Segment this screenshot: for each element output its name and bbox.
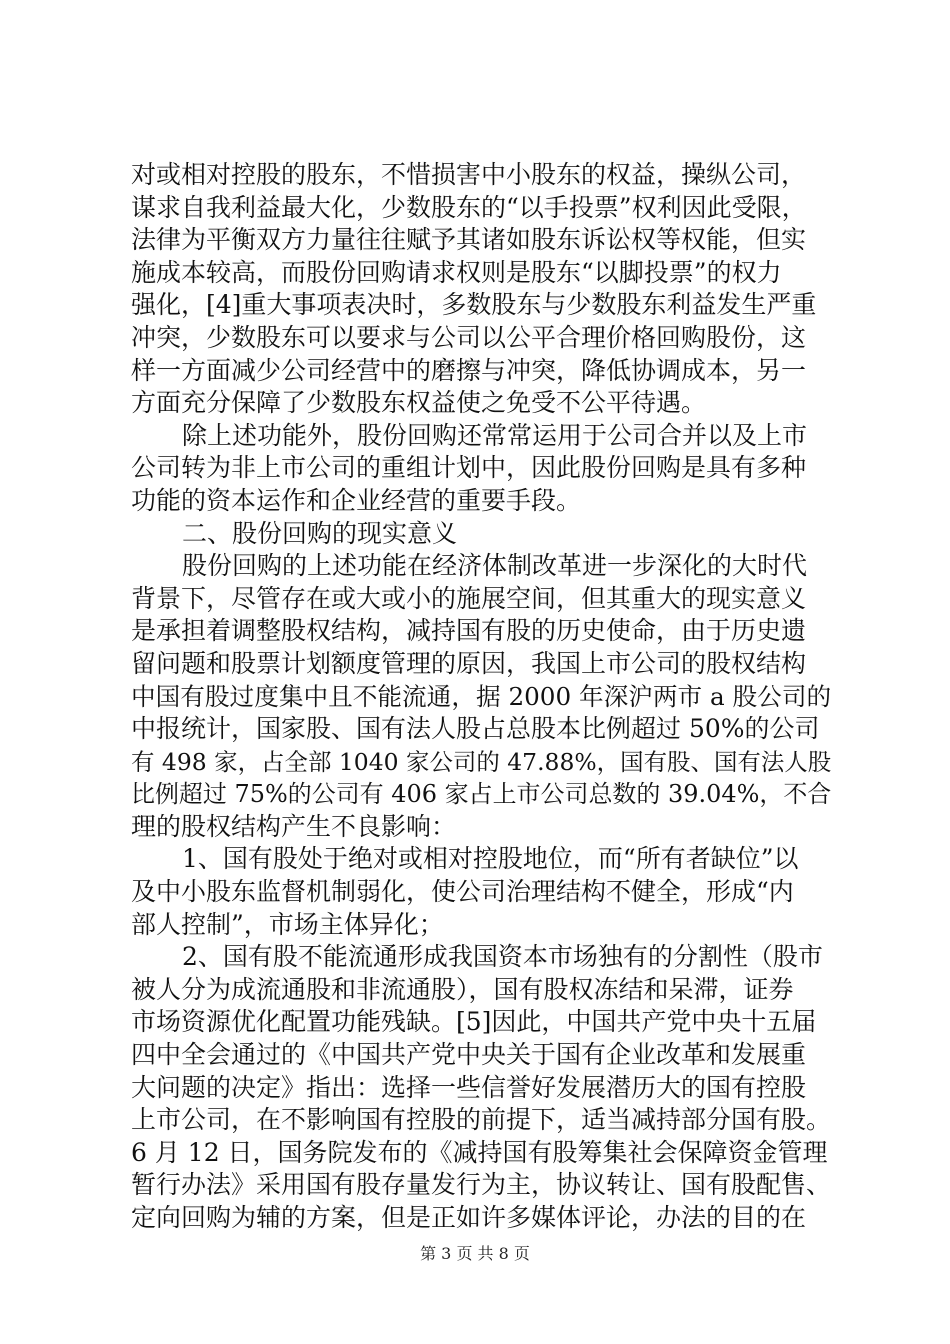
text-line: 理的股权结构产生不良影响：	[131, 811, 457, 841]
page-footer: 第 3 页 共 8 页	[420, 1244, 530, 1263]
text-line: 中国有股过度集中且不能流通，据 2000 年深沪两市 a 股公司的	[131, 681, 832, 711]
body-text	[131, 159, 831, 1235]
text-line: 谋求自我利益最大化，少数股东的“以手投票”权利因此受限，	[131, 192, 807, 222]
text-line: 除上述功能外，股份回购还常常运用于公司合并以及上市	[182, 420, 808, 450]
text-line: 暂行办法》采用国有股存量发行为主，协议转让、国有股配售、	[131, 1170, 832, 1200]
text-line: 背景下，尽管存在或大或小的施展空间，但其重大的现实意义	[131, 583, 807, 613]
text-line: 二、股份回购的现实意义	[182, 518, 458, 548]
text-line: 功能的资本运作和企业经营的重要手段。	[131, 485, 582, 515]
text-line: 留问题和股票计划额度管理的原因，我国上市公司的股权结构	[131, 648, 807, 678]
text-line: 冲突，少数股东可以要求与公司以公平合理价格回购股份，这	[131, 322, 807, 352]
text-line: 有 498 家，占全部 1040 家公司的 47.88%，国有股、国有法人股	[131, 747, 832, 776]
text-line: 中报统计，国家股、国有法人股占总股本比例超过 50%的公司	[131, 714, 820, 744]
text-line: 定向回购为辅的方案，但是正如许多媒体评论，办法的目的在	[131, 1203, 807, 1232]
text-line: 2、国有股不能流通形成我国资本市场独有的分割性（股市	[182, 942, 823, 972]
text-line: 施成本较高，而股份回购请求权则是股东“以脚投票”的权力	[131, 257, 782, 287]
text-line: 强化，[4]重大事项表决时，多数股东与少数股东利益发生严重	[131, 290, 817, 320]
text-line: 比例超过 75%的公司有 406 家占上市公司总数的 39.04%，不合	[131, 780, 832, 809]
text-line: 是承担着调整股权结构，减持国有股的历史使命，由于历史遗	[131, 616, 807, 646]
text-line: 6 月 12 日，国务院发布的《减持国有股筹集社会保障资金管理	[131, 1137, 828, 1167]
text-line: 1、国有股处于绝对或相对控股地位，而“所有者缺位”以	[182, 844, 799, 874]
text-line: 股份回购的上述功能在经济体制改革进一步深化的大时代	[182, 551, 808, 581]
text-line: 市场资源优化配置功能残缺。[5]因此，中国共产党中央十五届	[131, 1007, 817, 1037]
text-line: 大问题的决定》指出：选择一些信誉好发展潜历大的国有控股	[131, 1072, 807, 1102]
text-line: 部人控制”，市场主体异化；	[131, 909, 444, 939]
text-line: 被人分为成流通股和非流通股），国有股权冻结和呆滞，证券	[131, 974, 794, 1004]
text-line: 及中小股东监督机制弱化，使公司治理结构不健全，形成“内	[131, 877, 794, 907]
text-line: 四中全会通过的《中国共产党中央关于国有企业改革和发展重	[131, 1040, 807, 1070]
text-line: 对或相对控股的股东，不惜损害中小股东的权益，操纵公司，	[131, 160, 807, 189]
text-line: 上市公司，在不影响国有控股的前提下，适当减持部分国有股。	[131, 1105, 832, 1135]
text-line: 公司转为非上市公司的重组计划中，因此股份回购是具有多种	[131, 453, 807, 483]
text-line: 方面充分保障了少数股东权益使之免受不公平待遇。	[131, 388, 707, 418]
text-line: 法律为平衡双方力量往往赋予其诸如股东诉讼权等权能，但实	[131, 225, 807, 255]
text-line: 样一方面减少公司经营中的磨擦与冲突，降低协调成本，另一	[131, 355, 807, 385]
